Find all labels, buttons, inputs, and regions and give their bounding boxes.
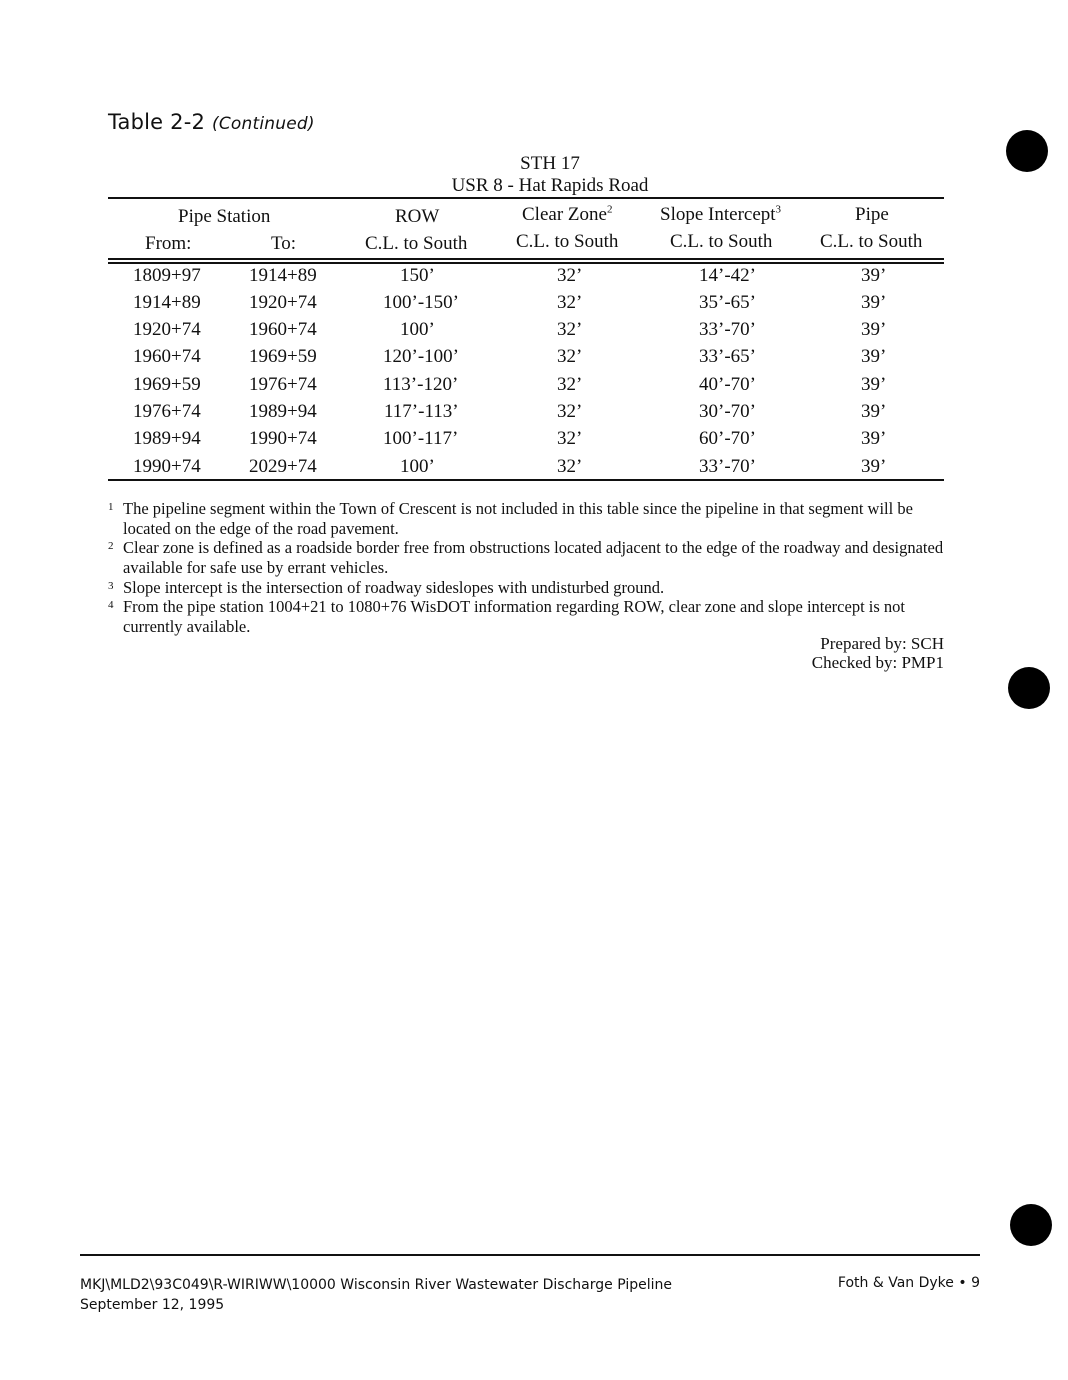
header-slope-label: Slope Intercept — [660, 204, 776, 225]
footnote — [108, 597, 950, 637]
cell-pipe: 39’ — [861, 292, 887, 313]
header-from: From: — [145, 233, 192, 254]
footnote-text: From the pipe station 1004+21 to 1080+76 WisDOT information regarding ROW, clear zone and slope intercept is not currently available. — [123, 597, 906, 636]
footnote — [108, 499, 950, 539]
table-row — [108, 374, 944, 401]
cell-from: 1990+74 — [133, 456, 201, 477]
cell-pipe: 39’ — [861, 319, 887, 340]
header-clear-zone-sub: C.L. to South — [516, 231, 619, 252]
cell-slope-intercept: 33’-65’ — [699, 346, 756, 367]
cell-pipe: 39’ — [861, 428, 887, 449]
header-pipe-station: Pipe Station — [178, 206, 271, 227]
cell-from: 1969+59 — [133, 374, 201, 395]
page-number: 9 — [971, 1275, 980, 1291]
table-row — [108, 346, 944, 373]
cell-pipe: 39’ — [861, 401, 887, 422]
cell-from: 1989+94 — [133, 428, 201, 449]
cell-row: 100’-150’ — [383, 292, 459, 313]
footer-company: Foth & Van Dyke — [837, 1275, 954, 1291]
footer-rule — [80, 1254, 980, 1256]
footnote — [108, 538, 950, 578]
cell-row: 100’ — [400, 319, 435, 340]
header-clear-zone-sup: 2 — [606, 203, 613, 216]
footer-doc-ref — [80, 1277, 672, 1293]
cell-row: 100’-117’ — [383, 428, 459, 449]
header-row: ROW — [395, 206, 440, 227]
header-to: To: — [271, 233, 297, 254]
cell-slope-intercept: 33’-70’ — [699, 456, 756, 477]
footer-date: September 12, 1995 — [80, 1297, 225, 1313]
header-rule-upper — [108, 258, 944, 260]
header-rule-lower — [108, 262, 944, 264]
cell-from: 1976+74 — [133, 401, 201, 422]
table-caption-road: USR 8 - Hat Rapids Road — [451, 175, 649, 196]
cell-clear-zone: 32’ — [557, 401, 583, 422]
table-row — [108, 292, 944, 319]
header-row-sub: C.L. to South — [365, 233, 468, 254]
header-slope-sup: 3 — [775, 203, 782, 216]
cell-from: 1960+74 — [133, 346, 201, 367]
table-bottom-rule — [108, 479, 944, 481]
footnote-text: Slope intercept is the intersection of roadway sideslopes with undisturbed ground. — [123, 578, 665, 597]
cell-clear-zone: 32’ — [557, 292, 583, 313]
cell-pipe: 39’ — [861, 456, 887, 477]
header-pipe: Pipe — [855, 204, 889, 225]
cell-clear-zone: 32’ — [557, 265, 583, 286]
header-clear-zone-label: Clear Zone — [522, 204, 607, 225]
checked-by: Checked by: PMP1 — [811, 653, 944, 672]
footnote — [108, 578, 950, 598]
cell-clear-zone: 32’ — [557, 374, 583, 395]
footnote-text: Clear zone is defined as a roadside border free from obstructions located adjacent to the edge of the roadway and designated available for safe use by errant vehicles. — [123, 538, 944, 577]
cell-to: 1914+89 — [249, 265, 317, 286]
cell-row: 150’ — [400, 265, 435, 286]
cell-clear-zone: 32’ — [557, 346, 583, 367]
footnote-number: 4 — [108, 599, 114, 611]
cell-pipe: 39’ — [861, 265, 887, 286]
table-title-main: Table 2-2 — [108, 110, 206, 134]
cell-slope-intercept: 14’-42’ — [699, 265, 756, 286]
binder-hole — [1006, 130, 1048, 172]
table-row — [108, 401, 944, 428]
cell-row: 113’-120’ — [383, 374, 459, 395]
table-row — [108, 319, 944, 346]
header-slope-sub: C.L. to South — [670, 231, 773, 252]
cell-pipe: 39’ — [861, 374, 887, 395]
cell-to: 2029+74 — [249, 456, 317, 477]
cell-clear-zone: 32’ — [557, 319, 583, 340]
header-pipe-sub: C.L. to South — [820, 231, 923, 252]
table-row — [108, 428, 944, 455]
cell-to: 1969+59 — [249, 346, 317, 367]
cell-row: 120’-100’ — [383, 346, 459, 367]
header-clear-zone — [522, 204, 612, 226]
footnote-number: 3 — [108, 580, 114, 592]
cell-clear-zone: 32’ — [557, 428, 583, 449]
binder-hole — [1010, 1204, 1052, 1246]
footer-path: MKJ\MLD2\93C049\R-WIRIWW\10000 — [80, 1277, 336, 1293]
footer-project: Wisconsin River Wastewater Discharge Pipeline — [340, 1277, 672, 1293]
cell-slope-intercept: 30’-70’ — [699, 401, 756, 422]
table-title — [108, 110, 315, 134]
cell-row: 100’ — [400, 456, 435, 477]
cell-to: 1920+74 — [249, 292, 317, 313]
footnote-text: The pipeline segment within the Town of Crescent is not included in this table since the pipeline in that segment will be located on the edge of the road pavement. — [123, 499, 913, 538]
footer-company-page — [838, 1275, 980, 1291]
cell-slope-intercept: 60’-70’ — [699, 428, 756, 449]
cell-slope-intercept: 40’-70’ — [699, 374, 756, 395]
cell-from: 1809+97 — [133, 265, 201, 286]
bullet-icon: • — [958, 1275, 967, 1291]
prepared-by: Prepared by: SCH — [820, 634, 944, 653]
cell-row: 117’-113’ — [384, 401, 459, 422]
table-caption-route: STH 17 — [520, 153, 580, 174]
binder-hole — [1008, 667, 1050, 709]
footnote-number: 1 — [108, 501, 114, 513]
cell-pipe: 39’ — [861, 346, 887, 367]
table-row — [108, 265, 944, 292]
footnote-number: 2 — [108, 540, 114, 552]
cell-to: 1989+94 — [249, 401, 317, 422]
cell-to: 1990+74 — [249, 428, 317, 449]
table-title-sub: (Continued) — [211, 114, 315, 134]
cell-clear-zone: 32’ — [557, 456, 583, 477]
header-slope-intercept — [660, 204, 781, 226]
cell-from: 1914+89 — [133, 292, 201, 313]
table-top-rule — [108, 197, 944, 199]
cell-to: 1960+74 — [249, 319, 317, 340]
cell-to: 1976+74 — [249, 374, 317, 395]
cell-from: 1920+74 — [133, 319, 201, 340]
cell-slope-intercept: 33’-70’ — [699, 319, 756, 340]
cell-slope-intercept: 35’-65’ — [699, 292, 756, 313]
